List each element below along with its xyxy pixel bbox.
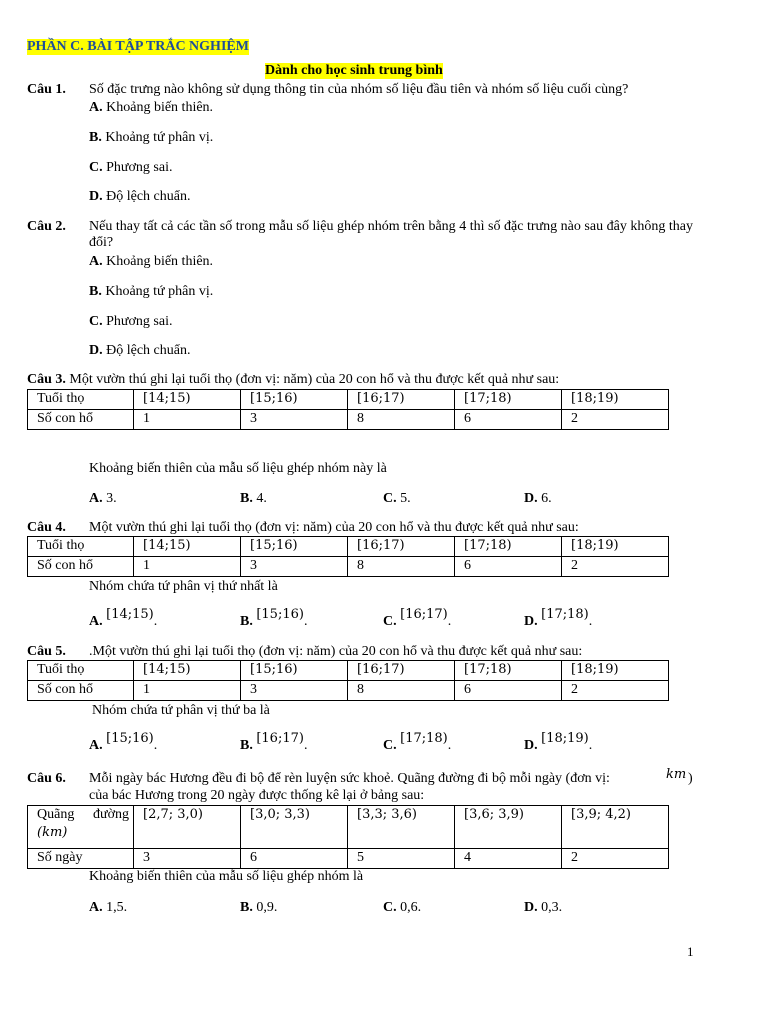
q5-option-d: D. [18;19).: [524, 731, 593, 753]
table-cell: 3: [134, 849, 241, 869]
table-cell: [2,7; 3,0): [134, 806, 241, 849]
page-number: 1: [687, 944, 694, 959]
question-6-text-line1: Mỗi ngày bác Hương đều đi bộ để rèn luyện sức khoẻ. Quãng đường đi bộ mỗi ngày (đơn vị:: [89, 771, 610, 786]
table-cell: 2: [562, 849, 669, 869]
quang-duong-unit: (km): [37, 825, 68, 840]
question-6-text-line2: của bác Hương trong 20 ngày được thống kê lại ở bảng sau:: [89, 788, 425, 803]
q3-prompt: Khoảng biến thiên của mẫu số liệu ghép nhóm này là: [89, 461, 387, 476]
table-cell: 6: [455, 410, 562, 430]
table-cell: Tuổi thọ: [28, 390, 134, 410]
q2-option-a: A. Khoảng biến thiên.: [89, 254, 214, 269]
table-cell: 1: [134, 410, 241, 430]
q3-data-table: [27, 389, 669, 430]
q2-option-d: D. Độ lệch chuẩn.: [89, 343, 191, 358]
table-cell: [17;18): [455, 390, 562, 410]
table-cell: 1: [134, 557, 241, 577]
table-row: [28, 849, 669, 869]
q5-option-a: A. [15;16).: [89, 731, 158, 753]
table-cell: 6: [241, 849, 348, 869]
table-cell: [15;16): [241, 390, 348, 410]
question-6-close-paren: ): [688, 771, 693, 786]
q4-option-b: B. [15;16).: [240, 607, 308, 629]
table-cell: 1: [134, 681, 241, 701]
table-cell: [15;16): [241, 661, 348, 681]
table-cell: Tuổi thọ: [28, 537, 134, 557]
table-cell: [28, 806, 134, 849]
quang-duong-label: Quãng đường: [37, 807, 129, 822]
table-row: [28, 410, 669, 430]
table-row: [28, 390, 669, 410]
table-cell: Số con hổ: [28, 410, 134, 430]
question-6-number: Câu 6.: [27, 771, 66, 786]
table-cell: 3: [241, 410, 348, 430]
table-cell: 6: [455, 557, 562, 577]
question-2-number: Câu 2.: [27, 219, 66, 234]
table-cell: [14;15): [134, 390, 241, 410]
question-5-text: .Một vườn thú ghi lại tuổi thọ (đơn vị: năm) của 20 con hổ và thu được kết quả như sau:: [89, 644, 583, 659]
table-cell: 2: [562, 410, 669, 430]
table-cell: [16;17): [348, 390, 455, 410]
table-cell: 8: [348, 681, 455, 701]
table-cell: Số ngày: [28, 849, 134, 869]
table-cell: Tuổi thọ: [28, 661, 134, 681]
table-cell: [15;16): [241, 537, 348, 557]
table-cell: 2: [562, 681, 669, 701]
table-cell: [16;17): [348, 661, 455, 681]
question-1-text: Số đặc trưng nào không sử dụng thông tin của nhóm số liệu đầu tiên và nhóm số liệu cuối cùng?: [89, 82, 629, 97]
q2-option-b: B. Khoảng tứ phân vị.: [89, 284, 214, 299]
q6-prompt: Khoảng biến thiên của mẫu số liệu ghép nhóm là: [89, 869, 364, 884]
q1-option-b: B. Khoảng tứ phân vị.: [89, 130, 214, 145]
question-1-number: Câu 1.: [27, 82, 66, 97]
table-cell: [18;19): [562, 537, 669, 557]
table-cell: 8: [348, 557, 455, 577]
table-cell: [14;15): [134, 537, 241, 557]
table-row: [28, 537, 669, 557]
table-cell: 3: [241, 557, 348, 577]
question-4-number: Câu 4.: [27, 520, 66, 535]
table-cell: Số con hổ: [28, 557, 134, 577]
q1-option-c: C. Phương sai.: [89, 160, 173, 175]
table-cell: 4: [455, 849, 562, 869]
question-5-number: Câu 5.: [27, 644, 66, 659]
q3-option-b: B. 4.: [240, 491, 267, 506]
table-cell: [3,9; 4,2): [562, 806, 669, 849]
section-title: PHẦN C. BÀI TẬP TRẮC NGHIỆM: [27, 39, 249, 54]
table-row: [28, 806, 669, 849]
table-cell: 8: [348, 410, 455, 430]
q3-option-a: A. 3.: [89, 491, 117, 506]
table-cell: [3,3; 3,6): [348, 806, 455, 849]
table-cell: [18;19): [562, 661, 669, 681]
q1-option-a: A. Khoảng biến thiên.: [89, 100, 214, 115]
q3-option-d: D. 6.: [524, 491, 552, 506]
q5-option-c: C. [17;18).: [383, 731, 452, 753]
table-cell: [18;19): [562, 390, 669, 410]
table-cell: [14;15): [134, 661, 241, 681]
table-cell: [17;18): [455, 661, 562, 681]
table-cell: Số con hổ: [28, 681, 134, 701]
q6-option-a: A. 1,5.: [89, 900, 128, 915]
question-2-text: Nếu thay tất cả các tần số trong mẫu số liệu ghép nhóm trên bằng 4 thì số đặc trưng nào sau đây không thay đổi?: [89, 219, 693, 250]
table-cell: 2: [562, 557, 669, 577]
question-3: [27, 372, 559, 388]
q5-option-b: B. [16;17).: [240, 731, 308, 753]
q6-option-b: B. 0,9.: [240, 900, 278, 915]
table-cell: [17;18): [455, 537, 562, 557]
q4-data-table: [27, 536, 669, 577]
q4-option-d: D. [17;18).: [524, 607, 593, 629]
table-cell: [3,6; 3,9): [455, 806, 562, 849]
question-4-text: Một vườn thú ghi lại tuổi thọ (đơn vị: năm) của 20 con hổ và thu được kết quả như sau:: [89, 520, 579, 535]
q2-option-c: C. Phương sai.: [89, 314, 173, 329]
table-cell: [3,0; 3,3): [241, 806, 348, 849]
table-cell: 6: [455, 681, 562, 701]
table-cell: 3: [241, 681, 348, 701]
table-cell: 5: [348, 849, 455, 869]
q6-data-table: [27, 805, 669, 869]
q6-option-c: C. 0,6.: [383, 900, 422, 915]
subtitle: Dành cho học sinh trung bình: [265, 63, 443, 78]
q4-option-a: A. [14;15).: [89, 607, 158, 629]
question-3-text: Một vườn thú ghi lại tuổi thọ (đơn vị: năm) của 20 con hổ và thu được kết quả như sau:: [65, 372, 560, 387]
table-row: [28, 661, 669, 681]
q3-option-c: C. 5.: [383, 491, 411, 506]
table-row: [28, 681, 669, 701]
q1-option-d: D. Độ lệch chuẩn.: [89, 189, 191, 204]
question-6-unit: km: [666, 767, 687, 782]
question-3-number: Câu 3.: [27, 372, 66, 387]
q5-data-table: [27, 660, 669, 701]
q4-prompt: Nhóm chứa tứ phân vị thứ nhất là: [89, 579, 278, 594]
q6-option-d: D. 0,3.: [524, 900, 563, 915]
q5-prompt: Nhóm chứa tứ phân vị thứ ba là: [92, 703, 270, 718]
table-cell: [16;17): [348, 537, 455, 557]
q4-option-c: C. [16;17).: [383, 607, 452, 629]
table-row: [28, 557, 669, 577]
